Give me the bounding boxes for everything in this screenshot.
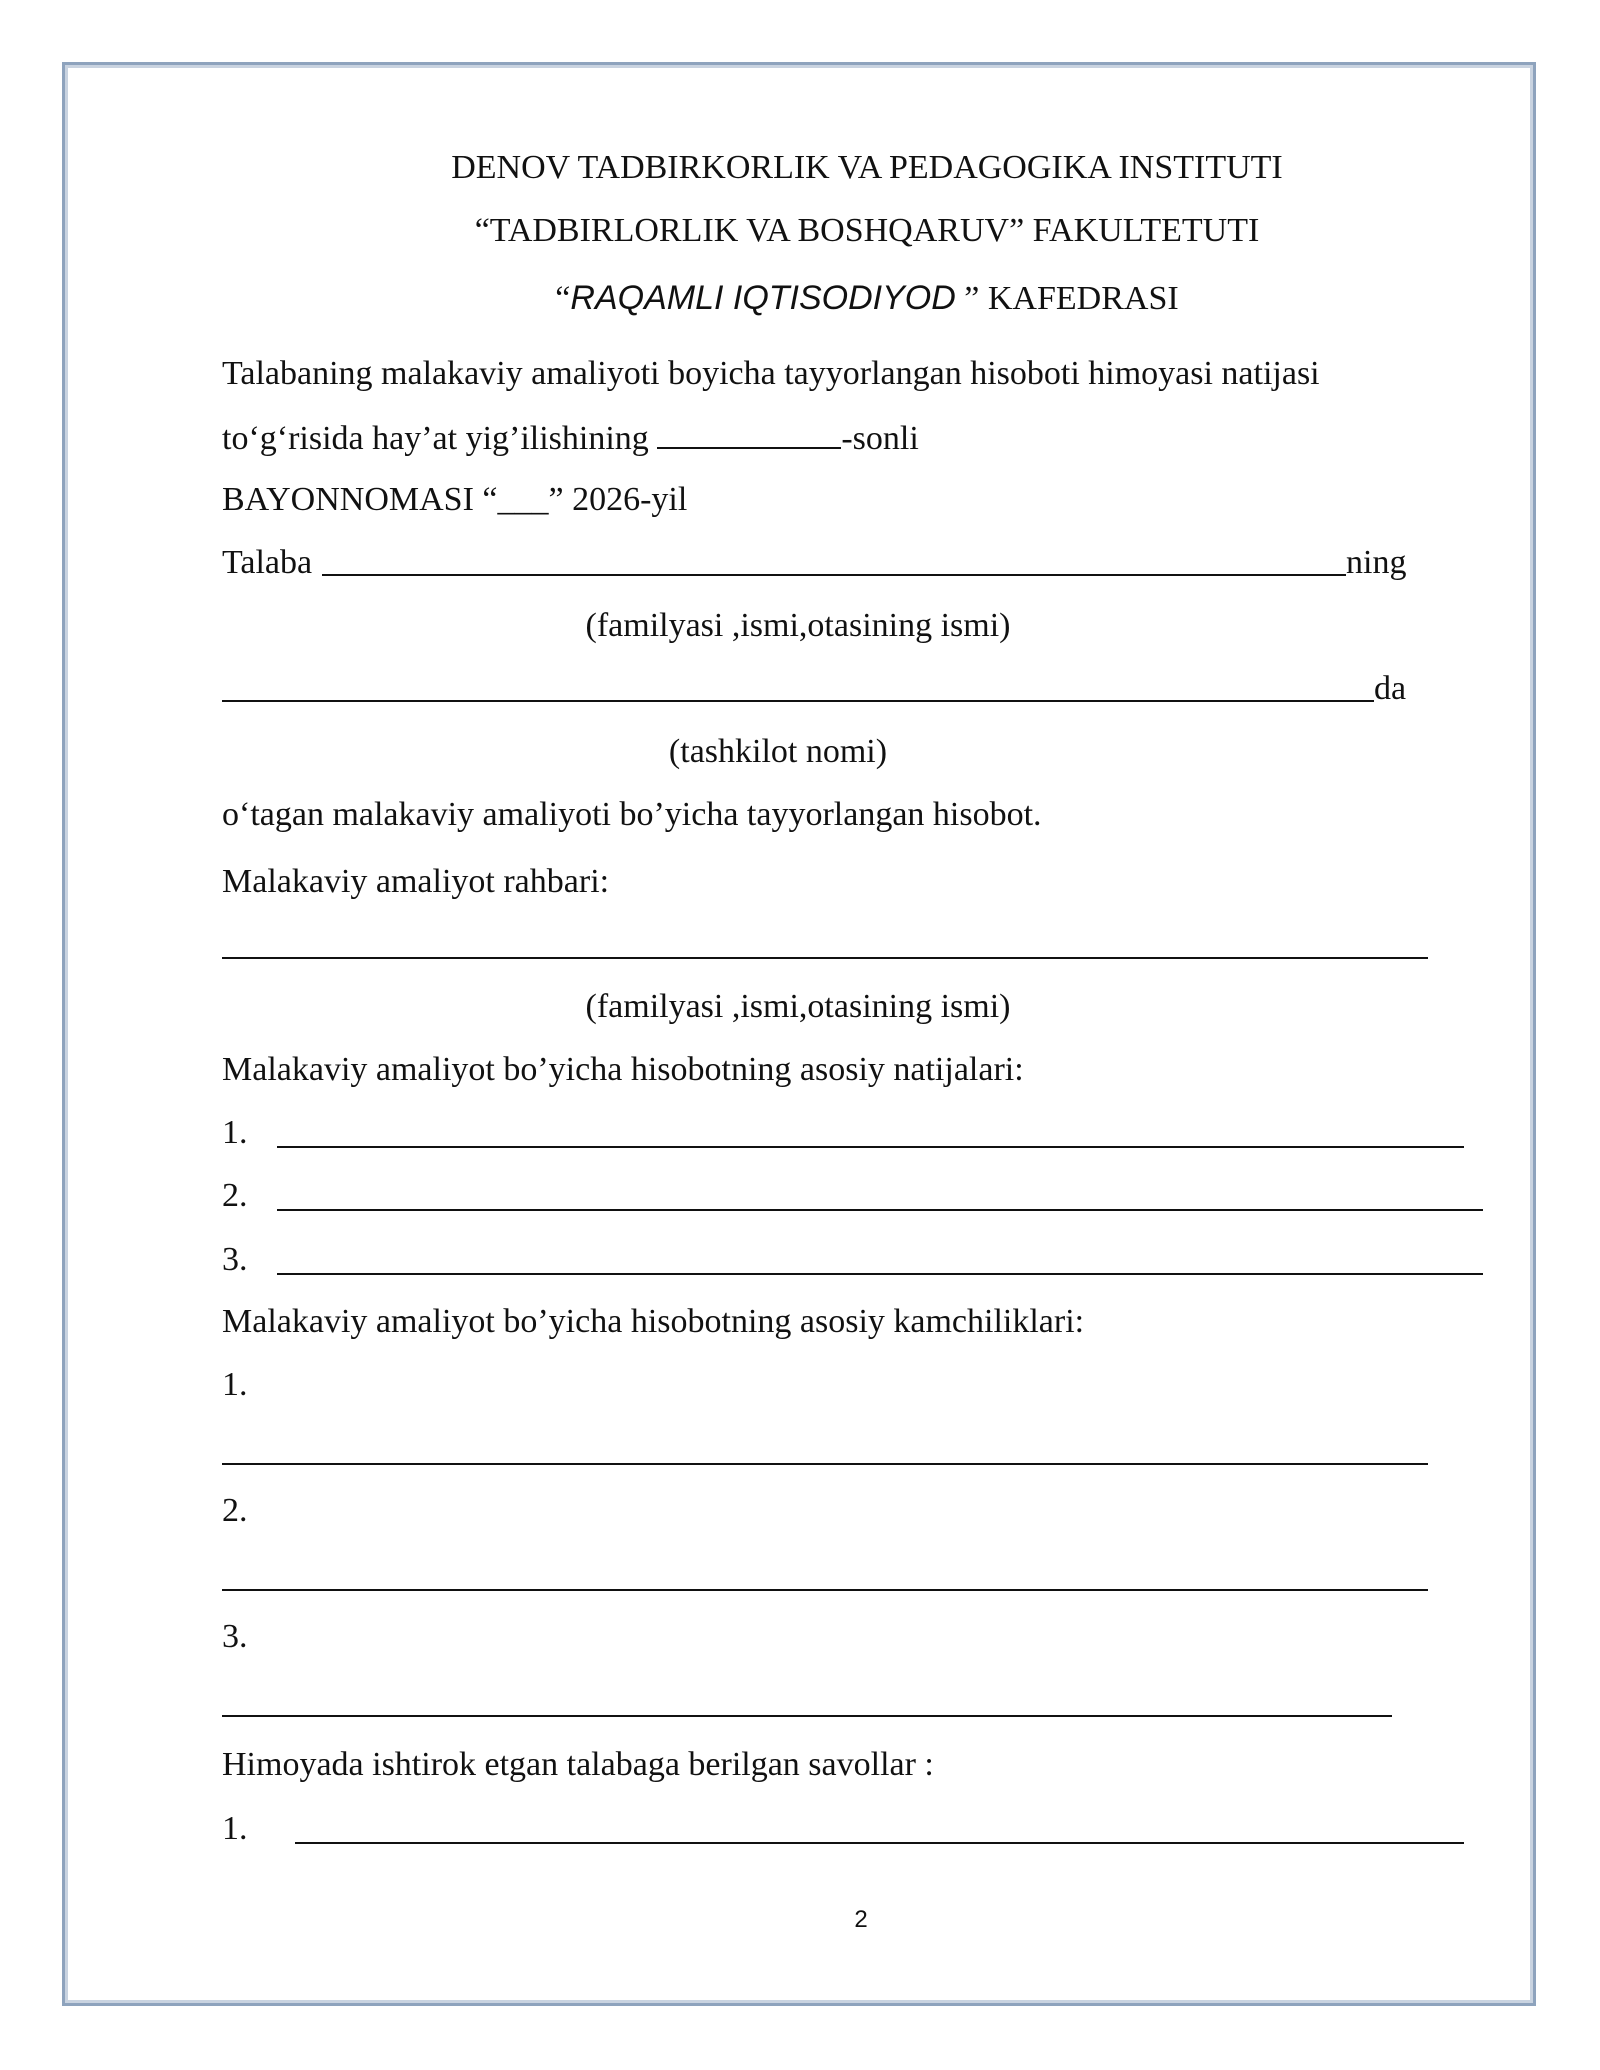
shortcomings-item-2-blank[interactable] xyxy=(222,1589,1428,1591)
questions-item-1-number: 1. xyxy=(222,1810,248,1847)
shortcomings-item-1-number: 1. xyxy=(222,1366,248,1403)
student-suffix: ning xyxy=(1346,544,1407,581)
intro-line-2 xyxy=(222,417,919,459)
intro-line-2-suffix: -sonli xyxy=(841,420,919,457)
protocol-date-line: BAYONNOMASI “___” 2026-yil xyxy=(222,481,688,518)
institute-title: DENOV TADBIRKORLIK VA PEDAGOGIKA INSTITUTI xyxy=(451,149,1283,186)
questions-item-1-blank[interactable] xyxy=(295,1842,1464,1844)
intro-line-1: Talabaning malakaviy amaliyoti boyicha tayyorlangan hisoboti himoyasi natijasi xyxy=(222,355,1320,392)
department-title xyxy=(222,278,1512,319)
department-open-quote: “ xyxy=(555,280,571,317)
department-name: RAQAMLI IQTISODIYOD xyxy=(570,279,956,317)
shortcomings-item-1-blank[interactable] xyxy=(222,1463,1428,1465)
results-item-1-number: 1. xyxy=(222,1114,248,1151)
student-name-caption: (familyasi ,ismi,otasining ismi) xyxy=(585,607,1011,644)
results-item-1-blank[interactable] xyxy=(277,1146,1464,1148)
shortcomings-item-2-number: 2. xyxy=(222,1492,248,1529)
intro-line-2-prefix: to‘g‘risida hay’at yig’ilishining xyxy=(222,420,658,457)
protocol-number-blank[interactable] xyxy=(657,417,841,449)
supervisor-caption: (familyasi ,ismi,otasining ismi) xyxy=(585,988,1011,1025)
page-number: 2 xyxy=(854,1906,868,1933)
student-name-blank[interactable] xyxy=(322,574,1346,576)
organization-name-blank[interactable] xyxy=(222,700,1374,702)
organization-caption: (tashkilot nomi) xyxy=(668,733,888,770)
faculty-title: “TADBIRLORLIK VA BOSHQARUV” FAKULTETUTI xyxy=(474,212,1260,249)
supervisor-name-blank[interactable] xyxy=(222,957,1428,959)
shortcomings-item-3-number: 3. xyxy=(222,1618,248,1655)
department-suffix: ” KAFEDRASI xyxy=(955,280,1179,317)
student-prefix: Talaba xyxy=(222,544,313,581)
organization-suffix: da xyxy=(1374,670,1407,707)
results-item-3-number: 3. xyxy=(222,1241,248,1278)
supervisor-label: Malakaviy amaliyot rahbari: xyxy=(222,863,610,900)
shortcomings-item-3-blank[interactable] xyxy=(222,1715,1392,1717)
results-heading: Malakaviy amaliyot bo’yicha hisobotning asosiy natijalari: xyxy=(222,1051,1024,1088)
results-item-3-blank[interactable] xyxy=(277,1273,1483,1275)
questions-heading: Himoyada ishtirok etgan talabaga berilgan savollar : xyxy=(222,1746,934,1783)
results-item-2-blank[interactable] xyxy=(277,1209,1483,1211)
results-item-2-number: 2. xyxy=(222,1177,248,1214)
shortcomings-heading: Malakaviy amaliyot bo’yicha hisobotning asosiy kamchiliklari: xyxy=(222,1303,1085,1340)
practice-line: o‘tagan malakaviy amaliyoti bo’yicha tayyorlangan hisobot. xyxy=(222,796,1042,833)
